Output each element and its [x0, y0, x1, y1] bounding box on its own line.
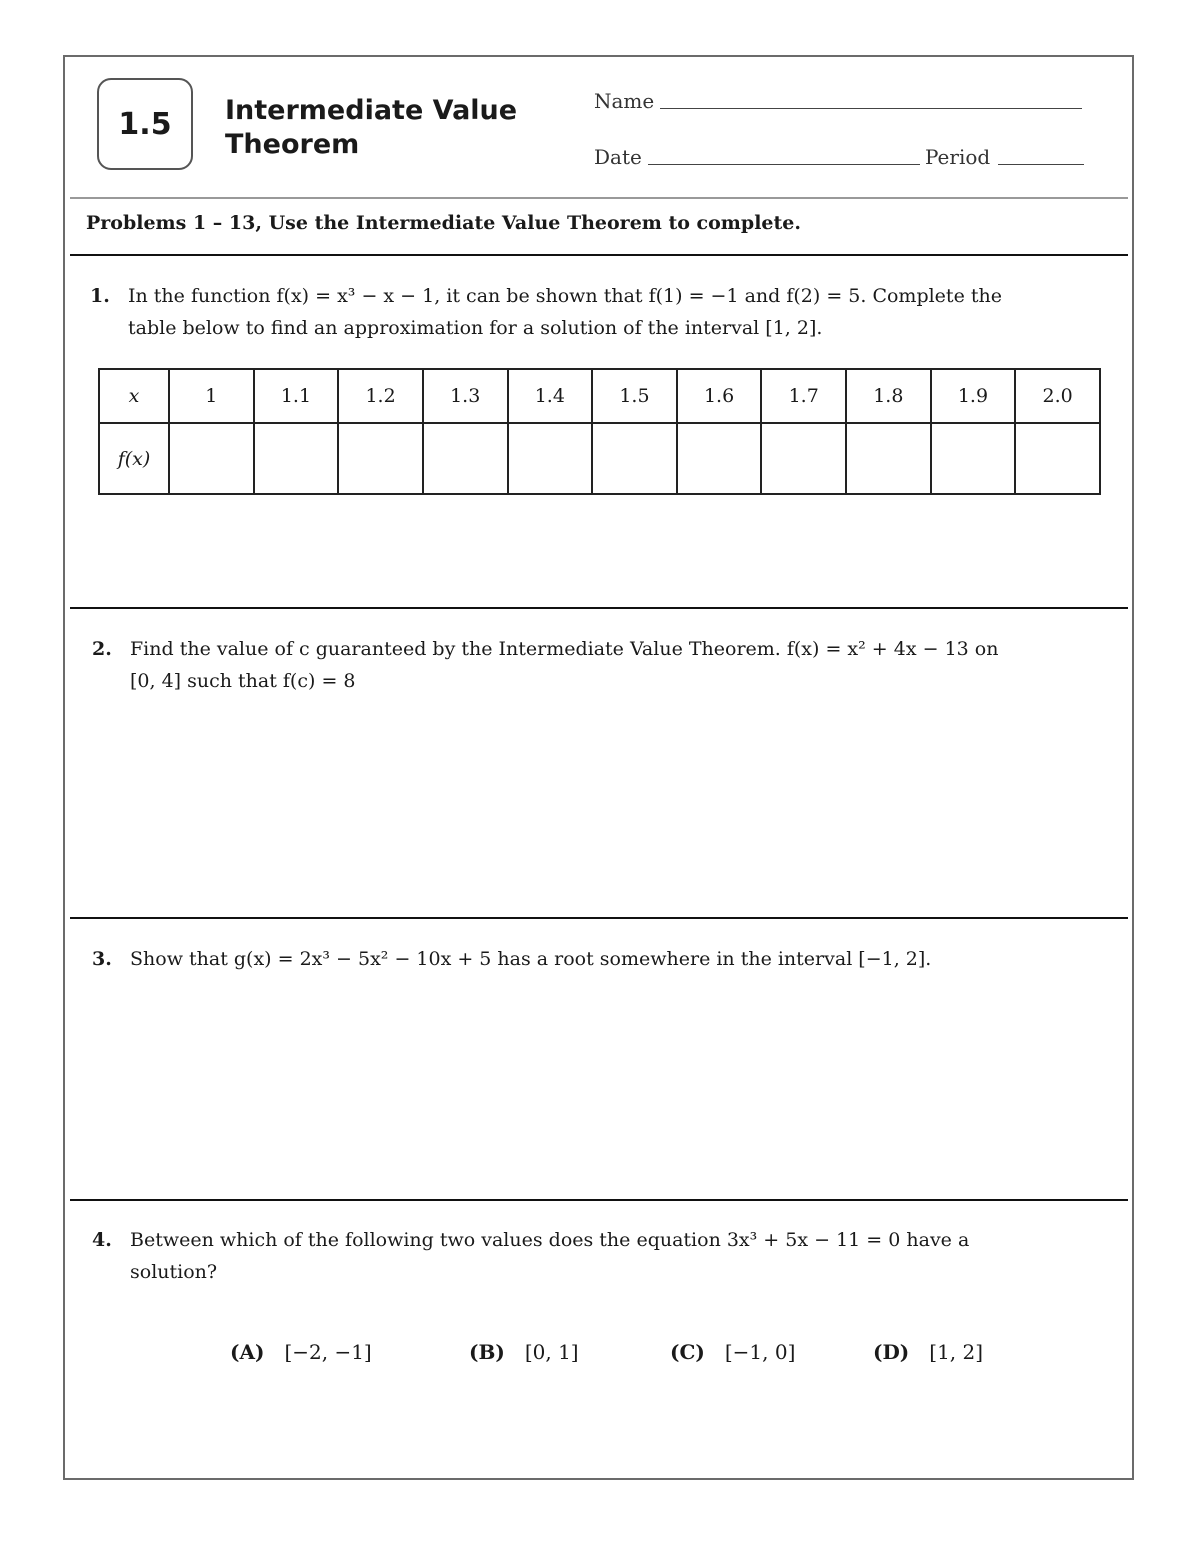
fx-answer-cell[interactable] — [423, 423, 508, 494]
period-label: Period — [925, 145, 991, 169]
choice-value: [1, 2] — [929, 1340, 984, 1364]
period-field[interactable] — [998, 164, 1084, 165]
table-row-x — [99, 369, 1100, 423]
fx-header-cell: f(x) — [99, 423, 169, 494]
problem-4 — [92, 1224, 1112, 1288]
header-divider — [70, 197, 1128, 199]
problem-3-text-line1: Show that g(x) = 2x³ − 5x² − 10x + 5 has a root somewhere in the interval [−1, 2]. — [130, 948, 932, 970]
x-value-cell: 1.7 — [761, 369, 846, 423]
problem-number: 3. — [92, 948, 112, 970]
choice-letter: (A) — [230, 1340, 265, 1364]
date-label: Date — [594, 145, 642, 169]
choice-value: [−2, −1] — [284, 1340, 372, 1364]
x-value-cell: 2.0 — [1015, 369, 1100, 423]
problem-2 — [92, 633, 1112, 697]
name-field[interactable] — [660, 108, 1082, 109]
instructions: Problems 1 – 13, Use the Intermediate Value Theorem to complete. — [86, 212, 801, 234]
problem-4-text-line1: Between which of the following two values does the equation 3x³ + 5x − 11 = 0 have a — [130, 1229, 970, 1251]
function-value-table — [98, 368, 1101, 495]
choice-value: [0, 1] — [524, 1340, 579, 1364]
choice-c[interactable] — [670, 1340, 795, 1364]
date-field[interactable] — [648, 164, 920, 165]
x-value-cell: 1.1 — [254, 369, 339, 423]
instructions-divider — [70, 254, 1128, 256]
problem-4-text-line2: solution? — [130, 1261, 218, 1283]
fx-answer-cell[interactable] — [508, 423, 593, 494]
x-value-cell: 1.6 — [677, 369, 762, 423]
fx-answer-cell[interactable] — [169, 423, 254, 494]
problem-1 — [90, 280, 1110, 344]
page-title: Intermediate Value Theorem — [225, 95, 518, 160]
x-value-cell: 1.4 — [508, 369, 593, 423]
fx-answer-cell[interactable] — [761, 423, 846, 494]
x-value-cell: 1.5 — [592, 369, 677, 423]
fx-answer-cell[interactable] — [677, 423, 762, 494]
problem-number: 2. — [92, 638, 112, 660]
problem-2-text-line2: [0, 4] such that f(c) = 8 — [130, 670, 356, 692]
problem-number: 4. — [92, 1229, 112, 1251]
x-value-cell: 1.3 — [423, 369, 508, 423]
choice-b[interactable] — [469, 1340, 579, 1364]
problem-1-text-line1: In the function f(x) = x³ − x − 1, it can be shown that f(1) = −1 and f(2) = 5. Complete the — [128, 285, 1002, 307]
choice-value: [−1, 0] — [724, 1340, 796, 1364]
answer-choices — [0, 1340, 1200, 1370]
problem-2-text-line1: Find the value of c guaranteed by the Intermediate Value Theorem. f(x) = x² + 4x − 13 on — [130, 638, 999, 660]
x-value-cell: 1.8 — [846, 369, 931, 423]
x-value-cell: 1.2 — [338, 369, 423, 423]
x-value-cell: 1 — [169, 369, 254, 423]
problem-divider — [70, 917, 1128, 919]
table-row-fx — [99, 423, 1100, 494]
choice-a[interactable] — [230, 1340, 372, 1364]
name-label: Name — [594, 89, 655, 113]
fx-answer-cell[interactable] — [1015, 423, 1100, 494]
problem-number: 1. — [90, 285, 110, 307]
choice-letter: (B) — [469, 1340, 505, 1364]
fx-answer-cell[interactable] — [592, 423, 677, 494]
x-header-cell: x — [99, 369, 169, 423]
problem-divider — [70, 1199, 1128, 1201]
fx-answer-cell[interactable] — [846, 423, 931, 494]
fx-answer-cell[interactable] — [254, 423, 339, 494]
fx-answer-cell[interactable] — [338, 423, 423, 494]
problem-3 — [92, 943, 1112, 975]
section-number: 1.5 — [118, 106, 172, 142]
problem-1-text-line2: table below to find an approximation for a solution of the interval [1, 2]. — [128, 317, 823, 339]
choice-letter: (C) — [670, 1340, 705, 1364]
fx-answer-cell[interactable] — [931, 423, 1016, 494]
choice-letter: (D) — [873, 1340, 910, 1364]
problem-divider — [70, 607, 1128, 609]
choice-d[interactable] — [873, 1340, 983, 1364]
x-value-cell: 1.9 — [931, 369, 1016, 423]
section-badge — [97, 78, 193, 170]
